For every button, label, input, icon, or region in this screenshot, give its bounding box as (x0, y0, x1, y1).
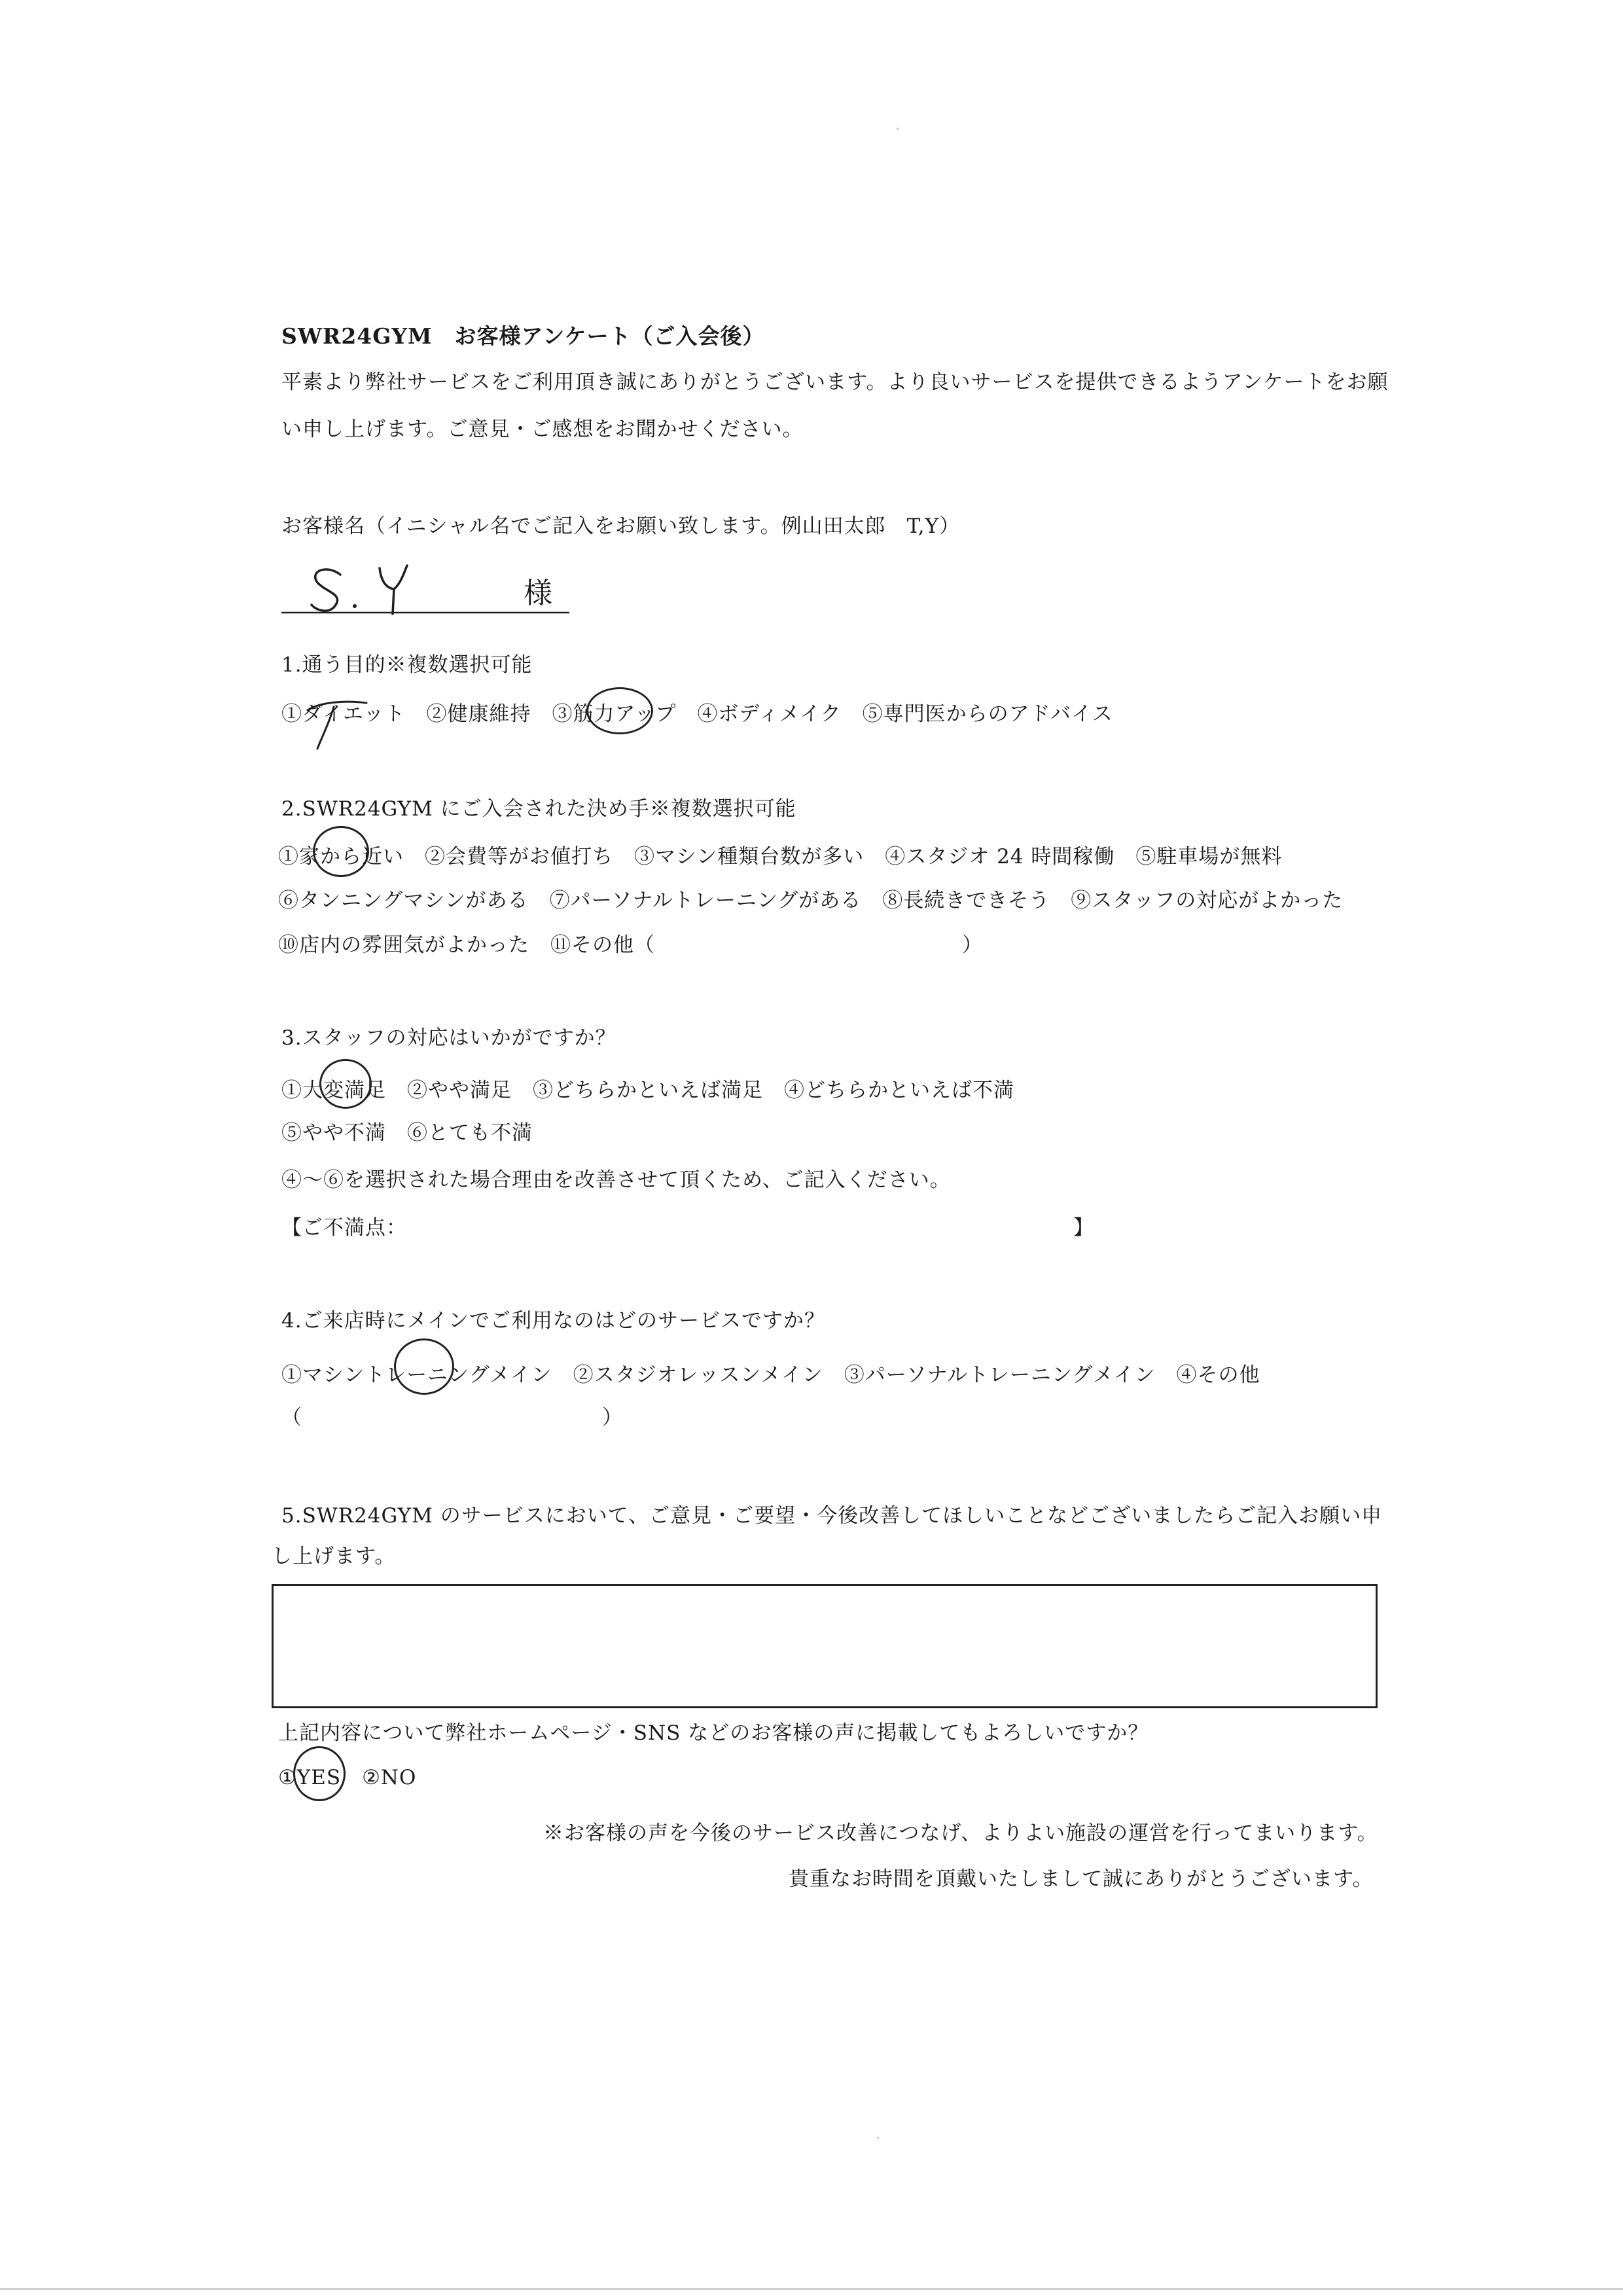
q5-question-line-2: し上げます。 (272, 1545, 396, 1568)
footer-line-1: ※お客様の声を今後のサービス改善につなげ、よりよい施設の運営を行ってまいります。 (543, 1821, 1378, 1845)
consent-options[interactable]: ①YES ②NO (278, 1766, 417, 1789)
q3-question: 3.スタッフの対応はいかがですか？ (281, 1026, 616, 1050)
q2-other-field[interactable] (648, 928, 955, 954)
customer-name-label: お客様名（イニシャル名でご記入をお願い致します。例山田太郎 T,Y） (281, 514, 961, 538)
q4-paren-close: ） (602, 1406, 623, 1429)
q2-question: 2.SWR24GYM にご入会された決め手※複数選択可能 (281, 797, 796, 821)
q3-complaint-field[interactable] (406, 1211, 1067, 1237)
footer-line-2: 貴重なお時間を頂戴いたしまして誠にありがとうございます。 (789, 1867, 1374, 1891)
q4-paren-open: （ (281, 1406, 302, 1429)
customer-name-suffix: 様 (524, 577, 553, 610)
q2-options-line-3b: ） (962, 933, 983, 957)
scan-edge-line (0, 2288, 1623, 2290)
q1-options[interactable]: ①ダイエット ②健康維持 ③筋力アップ ④ボディメイク ⑤専門医からのアドバイス (281, 702, 1113, 726)
q4-options[interactable]: ①マシントレーニングメイン ②スタジオレッスンメイン ③パーソナルトレーニングメイン ④その他 (281, 1363, 1260, 1387)
q4-other-field[interactable] (308, 1401, 596, 1427)
q3-options-line-1[interactable]: ①大変満足 ②やや満足 ③どちらかといえば満足 ④どちらかといえば不満 (281, 1079, 1014, 1102)
q5-comment-box[interactable] (272, 1584, 1378, 1708)
q3-complaint-open: 【ご不満点： (281, 1216, 407, 1240)
consent-question: 上記内容について弊社ホームページ・SNS などのお客様の声に掲載してもよろしいですか？ (278, 1721, 1149, 1745)
q1-question: 1.通う目的※複数選択可能 (281, 653, 533, 677)
scan-speck (877, 2137, 879, 2139)
intro-line-1: 平素より弊社サービスをご利用頂き誠にありがとうございます。より良いサービスを提供できるようアンケートをお願 (281, 370, 1389, 394)
intro-line-2: い申し上げます。ご意見・ご感想をお聞かせください。 (281, 418, 804, 441)
q1-diet-mark (298, 694, 376, 753)
q2-options-line-1[interactable]: ①家から近い ②会費等がお値打ち ③マシン種類台数が多い ④スタジオ 24 時間稼働 ⑤駐車場が無料 (278, 845, 1283, 869)
survey-title: SWR24GYM お客様アンケート（ご入会後） (281, 323, 765, 349)
q3-complaint-close: 】 (1073, 1216, 1094, 1240)
scan-speck (897, 128, 899, 130)
q2-options-line-3a[interactable]: ⑩店内の雰囲気がよかった ⑪その他（ (278, 933, 655, 957)
q3-options-line-2[interactable]: ⑤やや不満 ⑥とても不満 (281, 1121, 533, 1145)
q4-question: 4.ご来店時にメインでご利用なのはどのサービスですか？ (281, 1309, 825, 1333)
q2-options-line-2[interactable]: ⑥タンニングマシンがある ⑦パーソナルトレーニングがある ⑧長続きできそう ⑨スタッフの対応がよかった (278, 889, 1344, 912)
q3-note: ④～⑥を選択された場合理由を改善させて頂くため、ご記入ください。 (281, 1168, 951, 1192)
q5-question-line-1: 5.SWR24GYM のサービスにおいて、ご意見・ご要望・今後改善してほしいことなどございましたらご記入お願い申 (281, 1504, 1383, 1528)
